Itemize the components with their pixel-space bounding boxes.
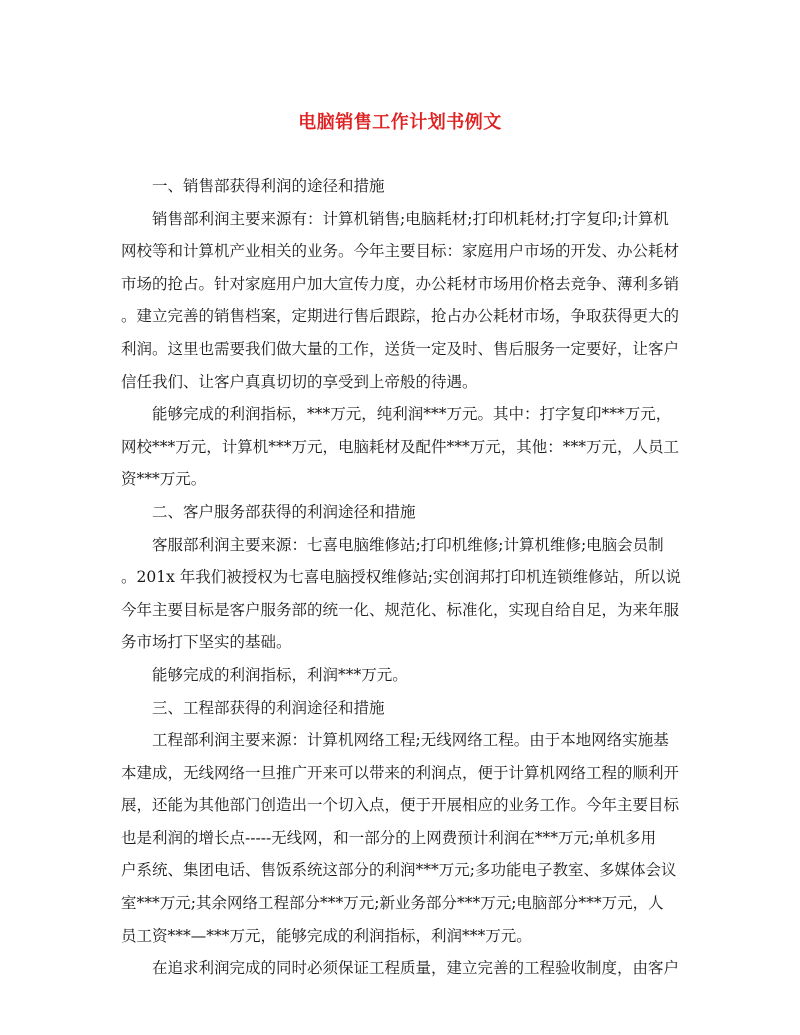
document-line: 今年主要目标是客户服务部的统一化、规范化、标准化，实现自给自足，为来年服: [121, 600, 680, 619]
document-line: 客服部利润主要来源：七喜电脑维修站;打印机维修;计算机维修;电脑会员制: [152, 535, 664, 554]
document-line: 网校***万元，计算机***万元，电脑耗材及配件***万元，其他：***万元，人员工: [121, 437, 680, 456]
document-line: 二、客户服务部获得的利润途径和措施: [152, 502, 416, 521]
document-line: 室***万元;其余网络工程部分***万元;新业务部分***万元;电脑部分***万元，人: [121, 894, 664, 913]
document-line: 本建成，无线网络一旦推广开来可以带来的利润点，便于计算机网络工程的顺利开: [121, 763, 680, 782]
document-line: 能够完成的利润指标，***万元，纯利润***万元。其中：打字复印***万元，: [152, 405, 672, 424]
document-line: 利润。这里也需要我们做大量的工作，送货一定及时、售后服务一定要好，让客户: [121, 339, 680, 358]
document-line: 。201x 年我们被授权为七喜电脑授权维修站;实创润邦打印机连锁维修站，所以说: [121, 568, 681, 587]
document-line: 在追求利润完成的同时必须保证工程质量，建立完善的工程验收制度，由客户: [152, 959, 680, 978]
document-line: 一、销售部获得利润的途径和措施: [152, 177, 385, 195]
document-line: 销售部利润主要来源有：计算机销售;电脑耗材;打印机耗材;打字复印;计算机: [152, 209, 669, 228]
document-line: 展，还能为其他部门创造出一个切入点，便于开展相应的业务工作。今年主要目标: [121, 796, 680, 815]
document-line: 信任我们、让客户真真切切的享受到上帝般的待遇。: [121, 372, 478, 391]
document-line: 员工资***—***万元，能够完成的利润指标，利润***万元。: [121, 926, 532, 945]
document-line: 。建立完善的销售档案，定期进行售后跟踪，抢占办公耗材市场，争取获得更大的: [121, 307, 680, 326]
document-line: 工程部利润主要来源：计算机网络工程;无线网络工程。由于本地网络实施基: [152, 731, 669, 750]
document-line: 网校等和计算机产业相关的业务。今年主要目标：家庭用户市场的开发、办公耗材: [121, 242, 680, 261]
document-line: 资***万元。: [121, 470, 207, 489]
document-body: [121, 170, 689, 985]
document-line: 市场的抢占。针对家庭用户加大宣传力度，办公耗材市场用价格去竞争、薄利多销: [121, 274, 680, 293]
document-line: 也是利润的增长点-----无线网，和一部分的上网费预计利润在***万元;单机多用: [121, 828, 657, 847]
document-line: 户系统、集团电话、售饭系统这部分的利润***万元;多功能电子教室、多媒体会议: [121, 861, 677, 880]
document-line: 三、工程部获得的利润途径和措施: [152, 698, 385, 717]
document-title: 电脑销售工作计划书例文: [298, 112, 502, 133]
document-line: 能够完成的利润指标，利润***万元。: [152, 665, 408, 684]
document-line: 务市场打下坚实的基础。: [121, 633, 292, 652]
